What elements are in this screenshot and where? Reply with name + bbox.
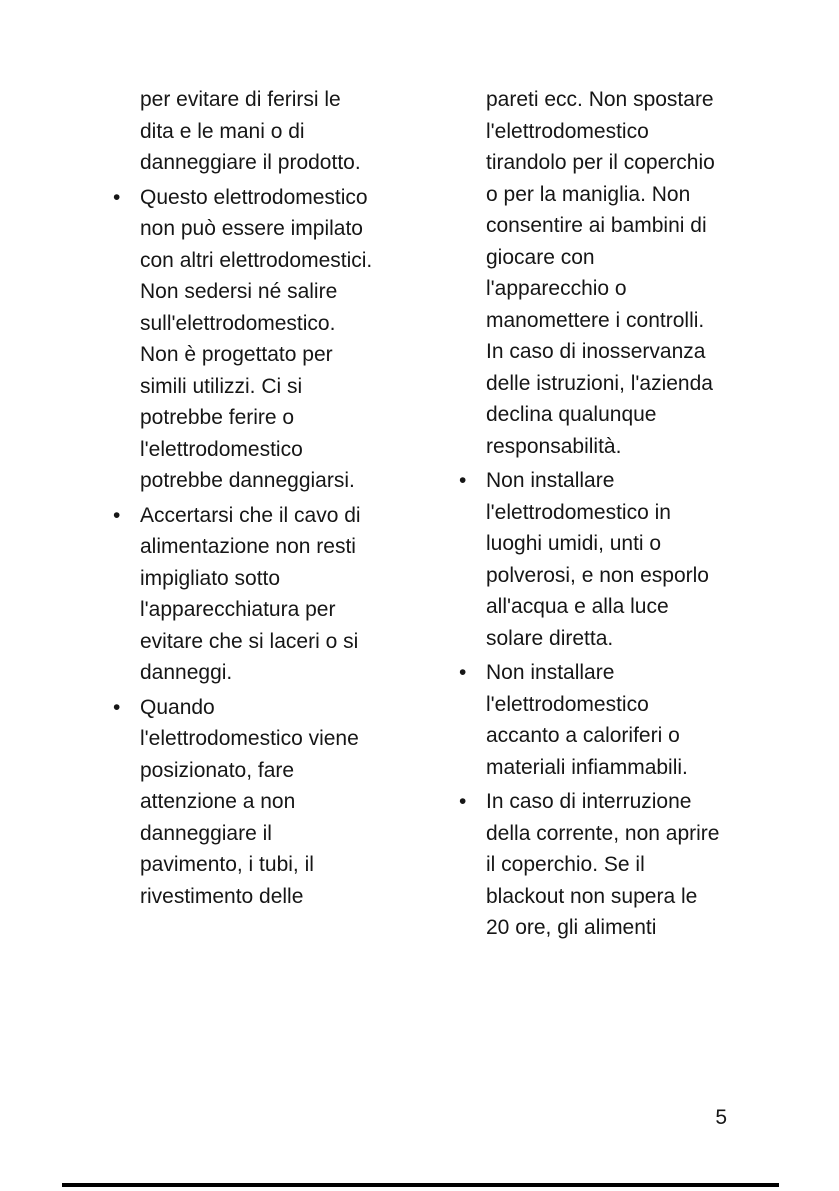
list-item [113,500,376,689]
list-item [113,692,376,913]
bullet-marker: • [113,185,121,209]
bullet-marker: • [459,661,467,684]
bullet-marker: • [113,695,121,719]
list-item [459,465,722,654]
list-item-text: per evitare di ferirsi le dita e le mani o di danneggiare il prodotto. [140,88,361,174]
list-item-text: Quando l'elettrodomestico viene posizionato, fare attenzione a non danneggiare il pavimento, i tubi, il rivestimento delle [140,695,359,908]
list-item-text: Non installare l'elettrodomestico accanto a caloriferi o materiali infiammabili. [486,661,688,779]
bullet-marker: • [459,790,467,813]
list-item-text: In caso di interruzione della corrente, non aprire il coperchio. Se il blackout non supera le 20 ore, gli alimenti [486,790,720,939]
list-item-text: Accertarsi che il cavo di alimentazione non resti impigliato sotto l'apparecchiatura per evitare che si laceri o si danneggi. [140,503,361,684]
right-column [459,84,722,947]
list-item [459,657,722,783]
list-item-text: pareti ecc. Non spostare l'elettrodomestico tirandolo per il coperchio o per la maniglia. Non consentire ai bambini di giocare con l'apparecchio o manomettere i controlli. In caso di inosservanza delle istruzioni, l'azienda declina qualunque responsabilità. [486,88,715,458]
list-item [113,84,376,179]
list-item-text: Non installare l'elettrodomestico in luoghi umidi, unti o polverosi, e non esporlo all'acqua e alla luce solare diretta. [486,469,709,650]
footer-rule [62,1183,779,1187]
page-number: 5 [715,1106,727,1129]
bullet-marker: • [459,469,467,492]
list-item-text: Questo elettrodomestico non può essere impilato con altri elettrodomestici. Non sedersi né salire sull'elettrodomestico. Non è progettato per simili utilizzi. Ci si potrebbe ferire o l'elettrodomestico potrebbe danneggiarsi. [140,185,373,492]
page-content [113,84,722,947]
left-column [113,84,376,947]
bullet-marker: • [113,503,121,527]
list-item [459,786,722,944]
list-item [459,84,722,462]
list-item [113,182,376,497]
